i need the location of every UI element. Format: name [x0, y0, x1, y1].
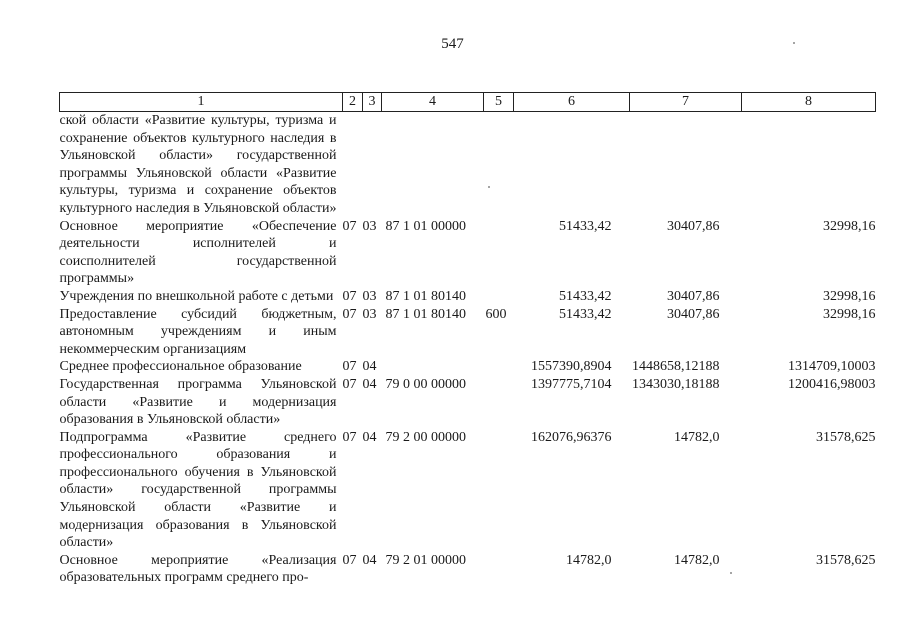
row-subsection-cell: 04: [362, 376, 377, 392]
header-col-4: 4: [382, 93, 484, 112]
header-col-8: 8: [742, 93, 876, 112]
header-row: [60, 93, 876, 112]
table-row: [60, 552, 876, 587]
row-expense-type-cell: [484, 218, 514, 288]
row-target-cell: 87 1 01 00000: [385, 218, 466, 234]
row-expense-type-cell: [484, 358, 514, 376]
table-row: [60, 429, 876, 552]
table-row: [60, 218, 876, 288]
row-expense-type-cell: [484, 376, 514, 429]
header-col-5: 5: [484, 93, 514, 112]
header-col-2: 2: [343, 93, 363, 112]
budget-table: [59, 92, 876, 587]
header-col-7: 7: [630, 93, 742, 112]
row-amount-2-cell: 14782,0: [674, 552, 720, 568]
row-amount-2-cell: 1343030,18188: [632, 376, 720, 392]
row-amount-3-cell: 32998,16: [823, 306, 876, 322]
row-section-cell: 07: [342, 306, 357, 322]
row-name-cell: Среднее профессиональное образование: [59, 359, 302, 375]
row-amount-1-cell: 14782,0: [566, 552, 612, 568]
row-amount-2-cell: 30407,86: [667, 306, 720, 322]
row-amount-3-cell: [742, 112, 876, 218]
scan-speck: [793, 42, 795, 44]
row-amount-3-cell: 32998,16: [823, 288, 876, 304]
table-row: [60, 358, 876, 376]
row-amount-2-cell: 14782,0: [674, 429, 720, 445]
row-amount-2-cell: 30407,86: [667, 218, 720, 234]
row-target-cell: 79 2 01 00000: [385, 552, 466, 568]
row-target-cell: 87 1 01 80140: [385, 288, 466, 304]
row-expense-type-cell: [484, 552, 514, 587]
row-section-cell: 07: [342, 376, 357, 392]
row-name-cell: Учреждения по внешкольной работе с детьми: [59, 288, 334, 304]
row-section-cell: 07: [342, 552, 357, 568]
table-row: [60, 288, 876, 306]
row-section-cell: [343, 112, 363, 218]
row-subsection-cell: 04: [362, 359, 377, 375]
row-amount-2-cell: 30407,86: [667, 288, 720, 304]
row-expense-type-cell: [484, 112, 514, 218]
row-name-cell: Предоставление субсидий бюджетным, автономным учреждениям и иным некоммерческим организациям: [59, 306, 337, 357]
row-subsection-cell: 03: [362, 288, 377, 304]
row-amount-1-cell: 1557390,8904: [531, 359, 612, 375]
table-row: [60, 306, 876, 359]
row-subsection-cell: 04: [362, 552, 377, 568]
row-subsection-cell: 04: [362, 429, 377, 445]
row-section-cell: 07: [342, 359, 357, 375]
row-target-cell: [382, 112, 484, 218]
scan-speck: [488, 186, 490, 188]
row-expense-type-cell: 600: [485, 306, 507, 322]
row-amount-2-cell: 1448658,12188: [632, 359, 720, 375]
row-amount-1-cell: 1397775,7104: [531, 376, 612, 392]
row-name-cell: Основное мероприятие «Реализация образовательных программ среднего про-: [59, 552, 337, 586]
row-name-cell: Государственная программа Ульяновской области «Развитие и модернизация образования в Ульяновской области»: [59, 376, 337, 428]
row-section-cell: 07: [342, 429, 357, 445]
row-expense-type-cell: [484, 429, 514, 552]
row-subsection-cell: 03: [362, 218, 377, 234]
row-section-cell: 07: [342, 288, 357, 304]
row-amount-3-cell: 32998,16: [823, 218, 876, 234]
row-subsection-cell: 03: [362, 306, 377, 322]
row-amount-1-cell: 51433,42: [559, 288, 612, 304]
row-amount-1-cell: 51433,42: [559, 218, 612, 234]
row-target-cell: [382, 358, 484, 376]
row-name-cell: Подпрограмма «Развитие среднего профессионального образования и профессионального обучения в Ульяновской области» государственной программы Ульяновской области «Развитие и модернизация образования в Ульяновской области»: [59, 429, 337, 551]
page-number: 547: [441, 36, 464, 52]
row-amount-3-cell: 1314709,10003: [788, 359, 876, 375]
row-amount-3-cell: 1200416,98003: [788, 376, 876, 392]
row-subsection-cell: [363, 112, 382, 218]
row-amount-1-cell: 162076,96376: [531, 429, 612, 445]
row-name-cell: Основное мероприятие «Обеспечение деятельности исполнителей и соисполнителей государственной программы»: [59, 218, 337, 287]
header-col-6: 6: [514, 93, 630, 112]
row-amount-3-cell: 31578,625: [816, 552, 876, 568]
row-amount-3-cell: 31578,625: [816, 429, 876, 445]
row-target-cell: 79 0 00 00000: [385, 376, 466, 392]
table-row: [60, 112, 876, 218]
header-col-1: 1: [60, 93, 343, 112]
table-row: [60, 376, 876, 429]
row-name-cell: ской области «Развитие культуры, туризма и сохранение объектов культурного наследия в Ульяновской области» государственной программы Ульяновской области «Развитие культуры, туризма и сохранение объектов культурного наследия в Ульяновской области»: [59, 113, 337, 216]
row-target-cell: 79 2 00 00000: [385, 429, 466, 445]
row-amount-1-cell: [514, 112, 630, 218]
row-amount-1-cell: 51433,42: [559, 306, 612, 322]
header-col-3: 3: [363, 93, 382, 112]
scan-speck: [730, 572, 732, 574]
row-expense-type-cell: [484, 288, 514, 306]
row-amount-2-cell: [630, 112, 742, 218]
row-target-cell: 87 1 01 80140: [385, 306, 466, 322]
row-section-cell: 07: [342, 218, 357, 234]
